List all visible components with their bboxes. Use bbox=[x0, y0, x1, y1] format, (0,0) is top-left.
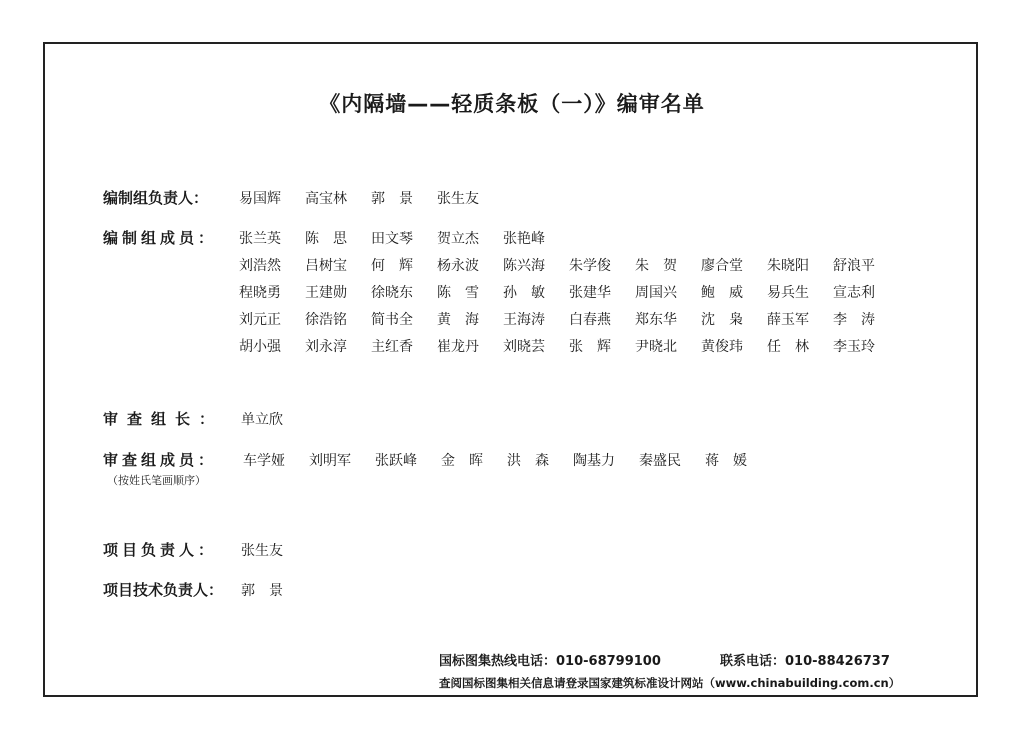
name-item: 黄俊玮 bbox=[701, 339, 743, 355]
hotline-text: 国标图集热线电话：010-68799100 bbox=[439, 654, 661, 669]
name-item: 朱 贺 bbox=[635, 258, 677, 274]
name-item: 朱晓阳 bbox=[767, 258, 809, 274]
website-text: 查阅国标图集相关信息请登录国家建筑标准设计网站（www.chinabuilding.com.cn） bbox=[439, 676, 901, 690]
tech-lead-label: 项目技术负责人： bbox=[103, 581, 224, 599]
name-item: 王建勋 bbox=[305, 285, 347, 301]
name-item: 朱学俊 bbox=[569, 258, 611, 274]
name-item: 贺立杰 bbox=[437, 231, 479, 247]
name-item: 徐浩铭 bbox=[305, 312, 347, 328]
name-item: 田文琴 bbox=[371, 231, 413, 247]
tech-lead-name: 郭 景 bbox=[241, 583, 283, 599]
name-item: 尹晓北 bbox=[635, 339, 677, 355]
name-item: 易兵生 bbox=[767, 285, 809, 301]
review-members-note: （按姓氏笔画顺序） bbox=[107, 474, 206, 487]
review-members-label: 审查组成员： bbox=[103, 451, 218, 469]
name-item: 洪 森 bbox=[507, 453, 549, 469]
compile-members-label: 编制组成员： bbox=[103, 229, 218, 247]
name-item: 徐晓东 bbox=[371, 285, 413, 301]
name-item: 胡小强 bbox=[239, 339, 281, 355]
name-item: 周国兴 bbox=[635, 285, 677, 301]
name-item: 刘浩然 bbox=[239, 258, 281, 274]
name-item: 沈 枭 bbox=[701, 312, 743, 328]
name-item: 何 辉 bbox=[371, 258, 413, 274]
name-item: 张建华 bbox=[569, 285, 611, 301]
name-item: 主红香 bbox=[371, 339, 413, 355]
name-item: 陈兴海 bbox=[503, 258, 545, 274]
name-item: 程晓勇 bbox=[239, 285, 281, 301]
project-lead-label: 项目负责人： bbox=[103, 541, 218, 559]
name-item: 李玉玲 bbox=[833, 339, 875, 355]
name-item: 白春燕 bbox=[569, 312, 611, 328]
name-item: 李 涛 bbox=[833, 312, 875, 328]
name-item: 宣志利 bbox=[833, 285, 875, 301]
name-item: 崔龙丹 bbox=[437, 339, 479, 355]
name-item: 薛玉军 bbox=[767, 312, 809, 328]
name-item: 刘明军 bbox=[309, 453, 351, 469]
name-item: 刘永淳 bbox=[305, 339, 347, 355]
name-item: 陶基力 bbox=[573, 453, 615, 469]
name-item: 黄 海 bbox=[437, 312, 479, 328]
review-lead-name: 单立欣 bbox=[241, 412, 283, 428]
name-item: 蒋 媛 bbox=[705, 453, 747, 469]
name-item: 张 辉 bbox=[569, 339, 611, 355]
name-item: 郑东华 bbox=[635, 312, 677, 328]
name-item: 刘元正 bbox=[239, 312, 281, 328]
name-item: 秦盛民 bbox=[639, 453, 681, 469]
name-item: 张跃峰 bbox=[375, 453, 417, 469]
name-item: 张生友 bbox=[437, 191, 479, 207]
name-item: 易国辉 bbox=[239, 191, 281, 207]
name-item: 吕树宝 bbox=[305, 258, 347, 274]
name-item: 金 晖 bbox=[441, 453, 483, 469]
name-item: 舒浪平 bbox=[833, 258, 875, 274]
contact-text: 联系电话：010-88426737 bbox=[720, 654, 890, 669]
name-item: 孙 敏 bbox=[503, 285, 545, 301]
name-item: 张兰英 bbox=[239, 231, 281, 247]
name-item: 廖合堂 bbox=[701, 258, 743, 274]
name-item: 王海涛 bbox=[503, 312, 545, 328]
name-item: 杨永波 bbox=[437, 258, 479, 274]
name-item: 鲍 威 bbox=[701, 285, 743, 301]
review-lead-label: 审查组长： bbox=[103, 410, 224, 428]
page-title: 《内隔墙——轻质条板（一）》编审名单 bbox=[319, 92, 705, 116]
name-item: 车学娅 bbox=[243, 453, 285, 469]
name-item: 刘晓芸 bbox=[503, 339, 545, 355]
name-item: 简书全 bbox=[371, 312, 413, 328]
name-item: 陈 思 bbox=[305, 231, 347, 247]
name-item: 张艳峰 bbox=[503, 231, 545, 247]
compile-lead-label: 编制组负责人： bbox=[103, 189, 209, 207]
name-item: 郭 景 bbox=[371, 191, 413, 207]
name-item: 陈 雪 bbox=[437, 285, 479, 301]
name-item: 任 林 bbox=[767, 339, 809, 355]
name-item: 高宝林 bbox=[305, 191, 347, 207]
project-lead-name: 张生友 bbox=[241, 543, 283, 559]
